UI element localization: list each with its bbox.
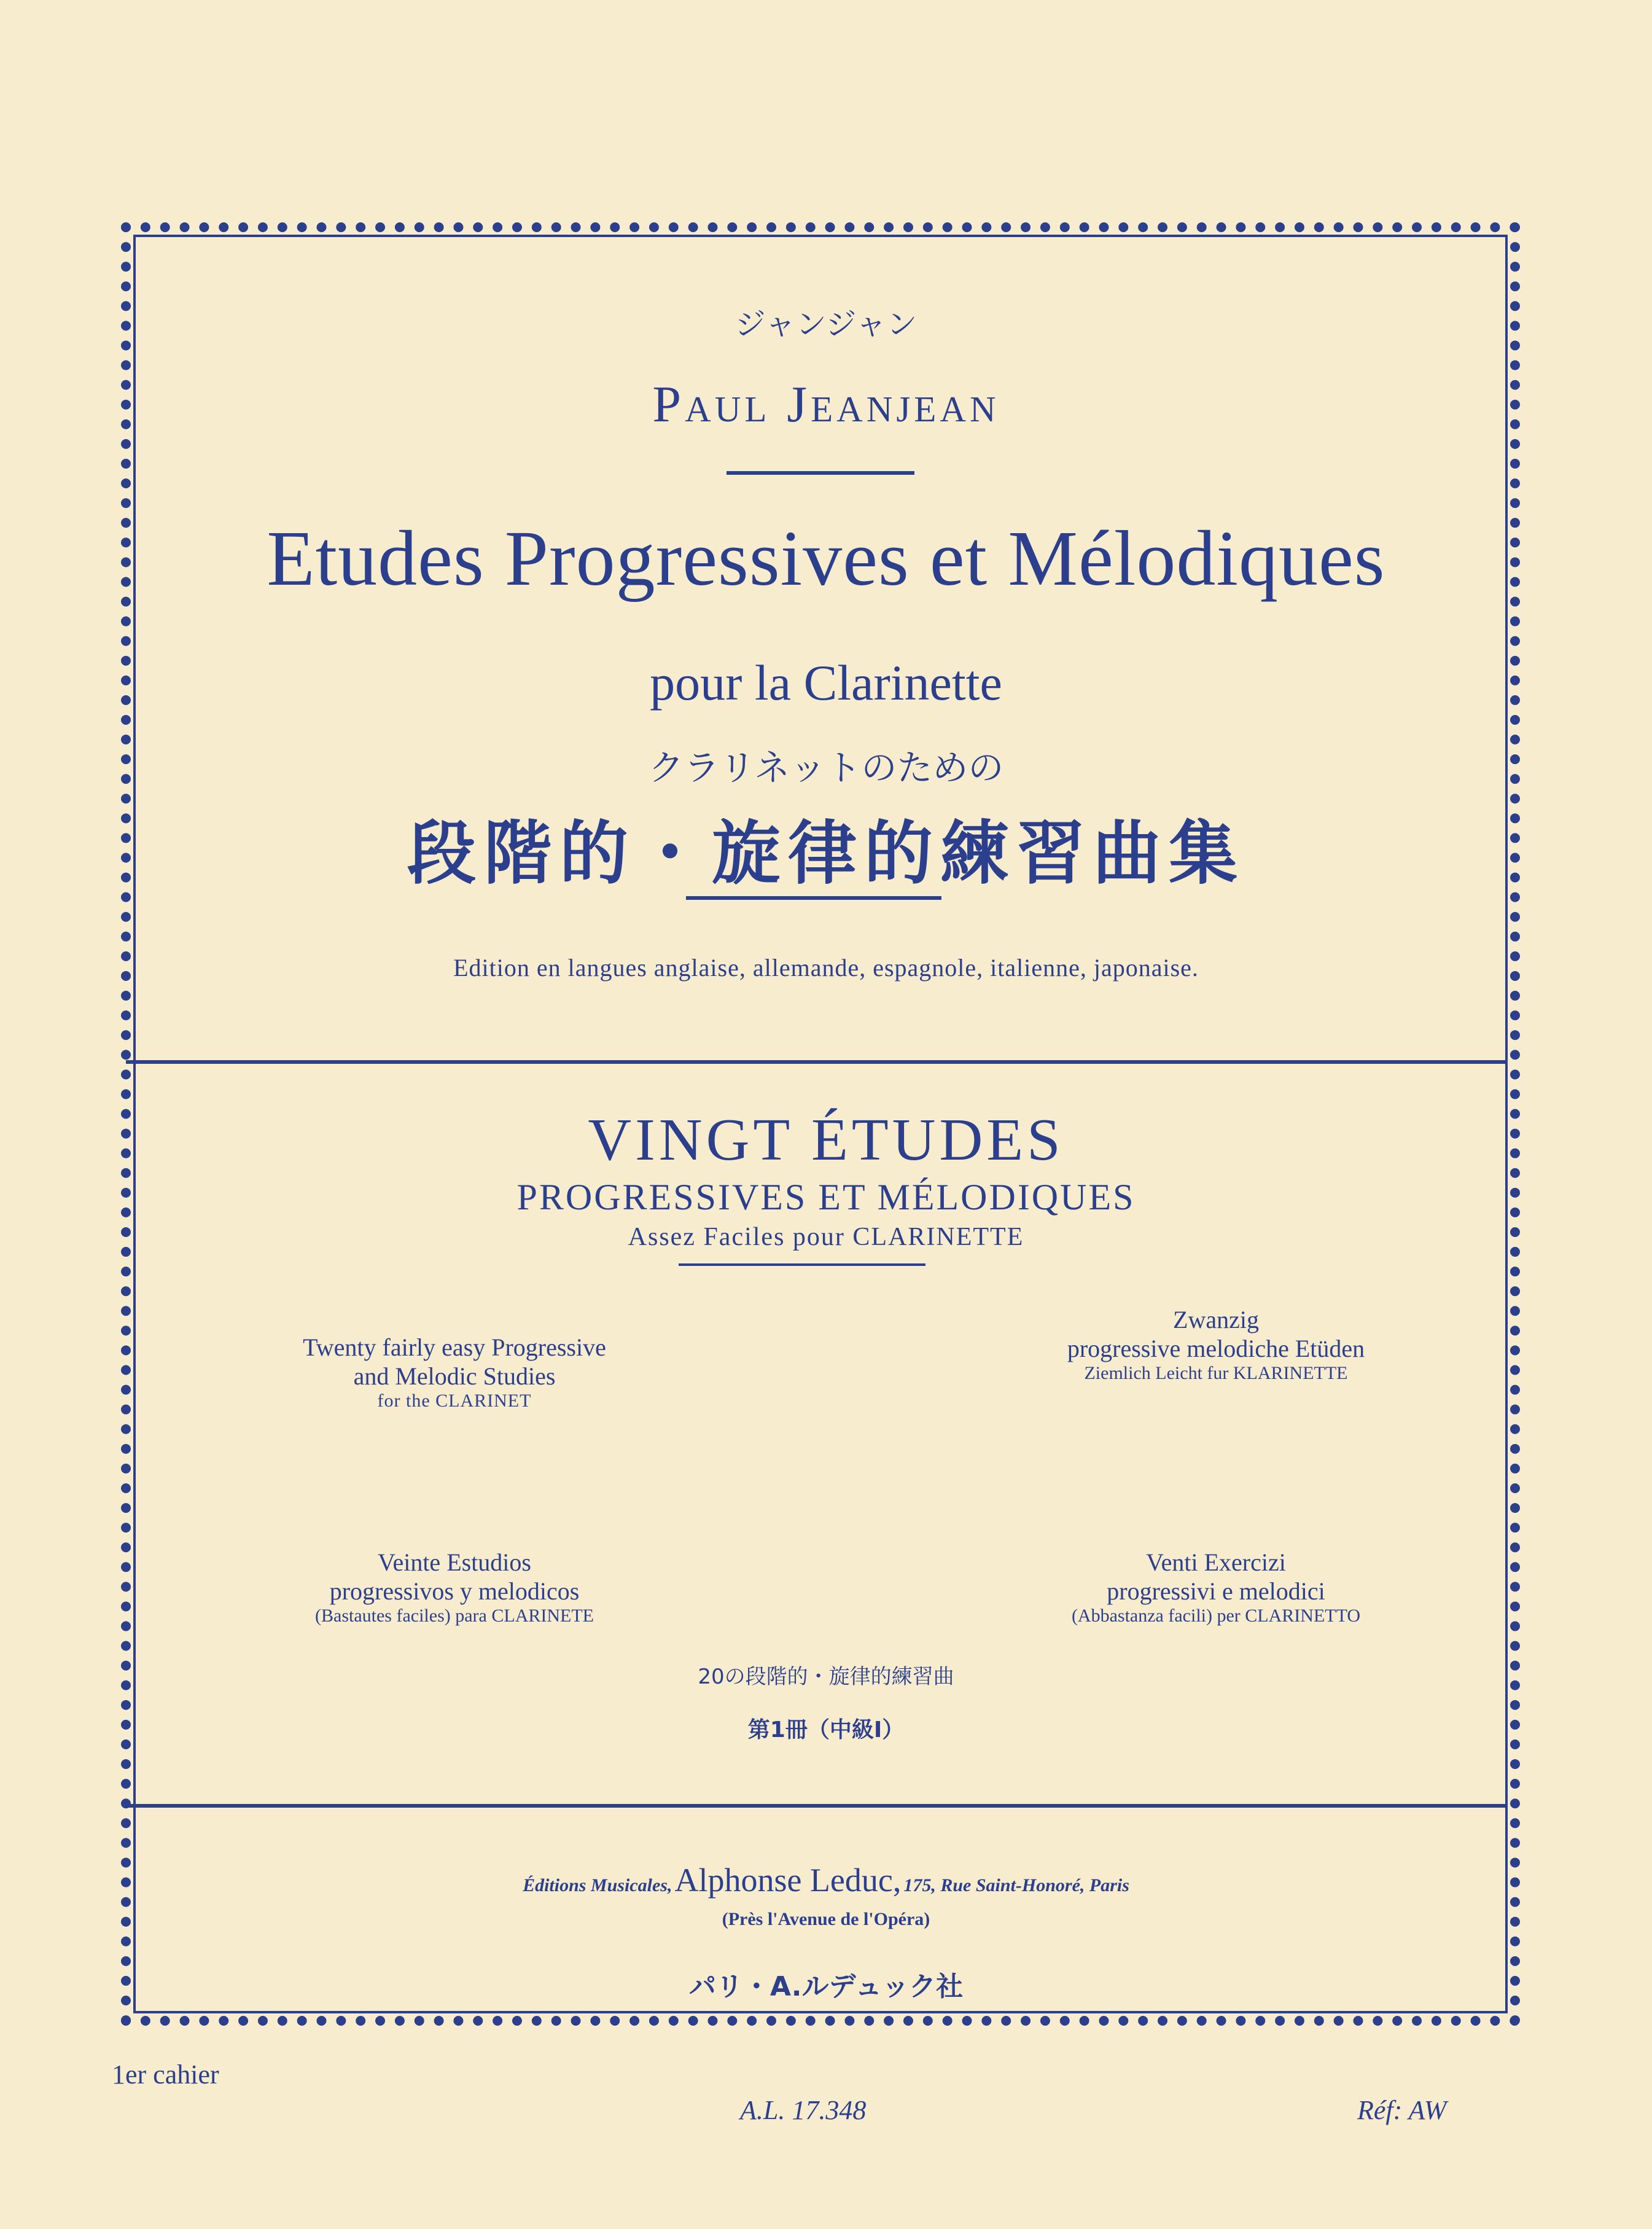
- publisher-line: [0, 1861, 1652, 1899]
- italian-line-3: (Abbastanza facili) per CLARINETTO: [1071, 1606, 1361, 1626]
- spanish-line-1: Veinte Estudios: [378, 1548, 531, 1576]
- german-line-2: progressive melodiche Etüden: [1067, 1335, 1365, 1362]
- section-divider-top: [126, 1060, 1508, 1064]
- japanese-line-1: 20の段階的・旋律的練習曲: [698, 1665, 954, 1689]
- kanji-underline: [686, 896, 941, 900]
- italian-translation: [995, 1548, 1437, 1626]
- german-translation: [995, 1305, 1437, 1384]
- spanish-translation: [221, 1548, 688, 1626]
- progressives-subtitle: PROGRESSIVES ET MÉLODIQUES: [516, 1177, 1136, 1217]
- publisher-address: 175, Rue Saint-Honoré, Paris: [903, 1875, 1129, 1895]
- assez-faciles-line: Assez Faciles pour CLARINETTE: [628, 1223, 1024, 1251]
- japanese-line-2: 第1冊（中級Ⅰ）: [747, 1717, 905, 1743]
- title-divider: [727, 471, 914, 475]
- subtitle: pour la Clarinette: [650, 655, 1002, 711]
- english-translation: [221, 1333, 688, 1411]
- publisher-prefix: Éditions Musicales,: [523, 1875, 672, 1895]
- edition-note: Edition en langues anglaise, allemande, espagnole, italienne, japonaise.: [453, 954, 1199, 982]
- german-line-1: Zwanzig: [1173, 1306, 1259, 1333]
- italian-line-2: progressivi e melodici: [1107, 1577, 1325, 1605]
- italian-line-1: Venti Exercizi: [1146, 1548, 1286, 1576]
- main-title: Etudes Progressives et Mélodiques: [267, 515, 1385, 602]
- spanish-line-3: (Bastautes faciles) para CLARINETE: [315, 1606, 594, 1626]
- volume-label: 1er cahier: [112, 2059, 219, 2090]
- section-divider-bottom: [126, 1804, 1508, 1808]
- kanji-title: 段階的・旋律的練習曲集: [407, 814, 1245, 894]
- german-line-3: Ziemlich Leicht fur KLARINETTE: [1084, 1363, 1348, 1383]
- english-line-3: for the CLARINET: [377, 1391, 532, 1411]
- vingt-etudes-title: VINGT ÉTUDES: [588, 1107, 1064, 1173]
- english-line-2: and Melodic Studies: [353, 1362, 556, 1390]
- publisher-japanese: パリ・A.ルデュック社: [688, 1971, 964, 2002]
- publisher-name: Alphonse Leduc,: [674, 1862, 902, 1899]
- assez-underline: [679, 1263, 925, 1266]
- reference-code: Réf: AW: [1357, 2095, 1447, 2125]
- publisher-note: (Près l'Avenue de l'Opéra): [722, 1909, 930, 1929]
- composer-name: Paul Jeanjean: [652, 376, 1000, 433]
- spanish-line-2: progressivos y melodicos: [329, 1577, 580, 1605]
- catalog-number: A.L. 17.348: [740, 2095, 867, 2125]
- kana-subtitle: クラリネットのための: [648, 747, 1004, 789]
- composer-kana: ジャンジャン: [734, 306, 918, 342]
- english-line-1: Twenty fairly easy Progressive: [303, 1333, 606, 1361]
